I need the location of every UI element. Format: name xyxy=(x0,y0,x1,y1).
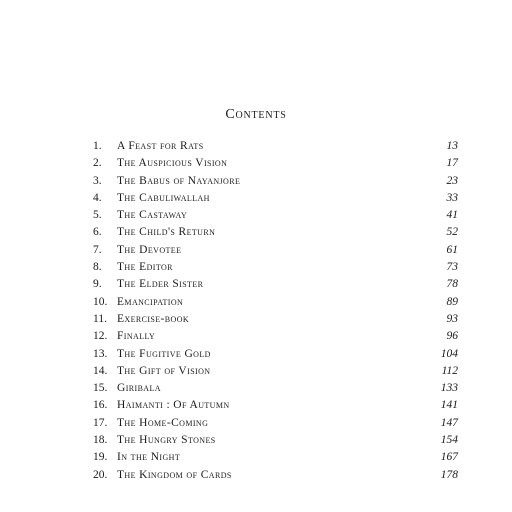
toc-entry-title: The Editor xyxy=(117,261,173,274)
toc-entry-number: 5. xyxy=(93,209,102,222)
toc-entry-page-number: 23 xyxy=(446,174,458,187)
toc-entry xyxy=(93,328,458,345)
toc-entry-number: 16. xyxy=(93,399,108,412)
toc-entry xyxy=(93,155,458,172)
toc-entry-number: 6. xyxy=(93,226,102,239)
toc-entry-page-number: 104 xyxy=(440,347,458,360)
toc-entry xyxy=(93,397,458,414)
toc-entry xyxy=(93,467,458,484)
toc-entry xyxy=(93,380,458,397)
toc-entry-page-number: 154 xyxy=(440,434,458,447)
toc-entry-title: The Kingdom of Cards xyxy=(117,468,232,481)
toc-entry xyxy=(93,259,458,276)
toc-entry-page-number: 78 xyxy=(446,278,458,291)
toc-entry-number: 11. xyxy=(93,312,107,325)
toc-entry-title: The Home-Coming xyxy=(117,416,209,429)
toc-entry-page-number: 52 xyxy=(446,226,458,239)
toc-entry-title: The Babus of Nayanjore xyxy=(117,174,241,187)
toc-entry-number: 18. xyxy=(93,434,108,447)
toc-entry xyxy=(93,346,458,363)
toc-entry-page-number: 147 xyxy=(440,416,458,429)
toc-entry xyxy=(93,294,458,311)
toc-entry-page-number: 33 xyxy=(446,191,458,204)
toc-entry-page-number: 178 xyxy=(440,468,458,481)
toc-entry-number: 7. xyxy=(93,243,102,256)
toc-entry-page-number: 96 xyxy=(446,330,458,343)
toc-entry xyxy=(93,242,458,259)
toc-entry-page-number: 61 xyxy=(446,243,458,256)
toc-entry-page-number: 93 xyxy=(446,312,458,325)
toc-entry-title: Giribala xyxy=(117,382,161,395)
toc-entry-number: 17. xyxy=(93,416,108,429)
toc-entry-page-number: 133 xyxy=(440,382,458,395)
toc-entry-number: 20. xyxy=(93,468,108,481)
toc-entry-title: Haimanti : Of Autumn xyxy=(117,399,230,412)
toc-entry-number: 15. xyxy=(93,382,108,395)
toc-entry-page-number: 41 xyxy=(446,209,458,222)
toc-entry xyxy=(93,449,458,466)
toc-entry-page-number: 141 xyxy=(440,399,458,412)
toc-entry xyxy=(93,276,458,293)
toc-entry-number: 10. xyxy=(93,295,108,308)
toc-entry xyxy=(93,190,458,207)
toc-entry-title: Emancipation xyxy=(117,295,184,308)
toc-entry-page-number: 17 xyxy=(446,157,458,170)
toc-entry-number: 2. xyxy=(93,157,102,170)
toc-entry-title: The Devotee xyxy=(117,243,182,256)
toc-entry-title: The Gift of Vision xyxy=(117,364,211,377)
toc-entry-title: The Fugitive Gold xyxy=(117,347,211,360)
toc-entry-title: In the Night xyxy=(117,451,181,464)
toc-entry-number: 8. xyxy=(93,261,102,274)
toc-entry-title: A Feast for Rats xyxy=(117,140,204,152)
page-title: Contents xyxy=(225,107,287,122)
toc-entry-number: 9. xyxy=(93,278,102,291)
toc-entry-number: 14. xyxy=(93,364,108,377)
toc-entry xyxy=(93,224,458,241)
toc-entry xyxy=(93,432,458,449)
toc-entry xyxy=(93,173,458,190)
toc-entry-title: The Elder Sister xyxy=(117,278,204,291)
toc-entry-number: 19. xyxy=(93,451,108,464)
toc-entry-title: The Auspicious Vision xyxy=(117,157,228,170)
toc-entry-page-number: 73 xyxy=(446,261,458,274)
toc-entry-number: 1. xyxy=(93,140,102,152)
toc-entry-number: 12. xyxy=(93,330,108,343)
table-of-contents xyxy=(93,138,458,484)
toc-entry-page-number: 167 xyxy=(440,451,458,464)
toc-entry xyxy=(93,363,458,380)
toc-entry xyxy=(93,207,458,224)
toc-entry-title: The Castaway xyxy=(117,209,188,222)
toc-entry-page-number: 13 xyxy=(446,140,458,152)
toc-entry xyxy=(93,138,458,155)
toc-entry-number: 13. xyxy=(93,347,108,360)
toc-entry-page-number: 112 xyxy=(441,364,458,377)
toc-entry-number: 3. xyxy=(93,174,102,187)
toc-entry-page-number: 89 xyxy=(446,295,458,308)
toc-entry xyxy=(93,415,458,432)
toc-entry-title: Exercise-book xyxy=(117,312,190,325)
toc-entry xyxy=(93,311,458,328)
toc-entry-title: The Child's Return xyxy=(117,226,216,239)
toc-entry-number: 4. xyxy=(93,191,102,204)
toc-entry-title: The Hungry Stones xyxy=(117,434,216,447)
toc-entry-title: The Cabuliwallah xyxy=(117,191,210,204)
toc-entry-title: Finally xyxy=(117,330,156,343)
